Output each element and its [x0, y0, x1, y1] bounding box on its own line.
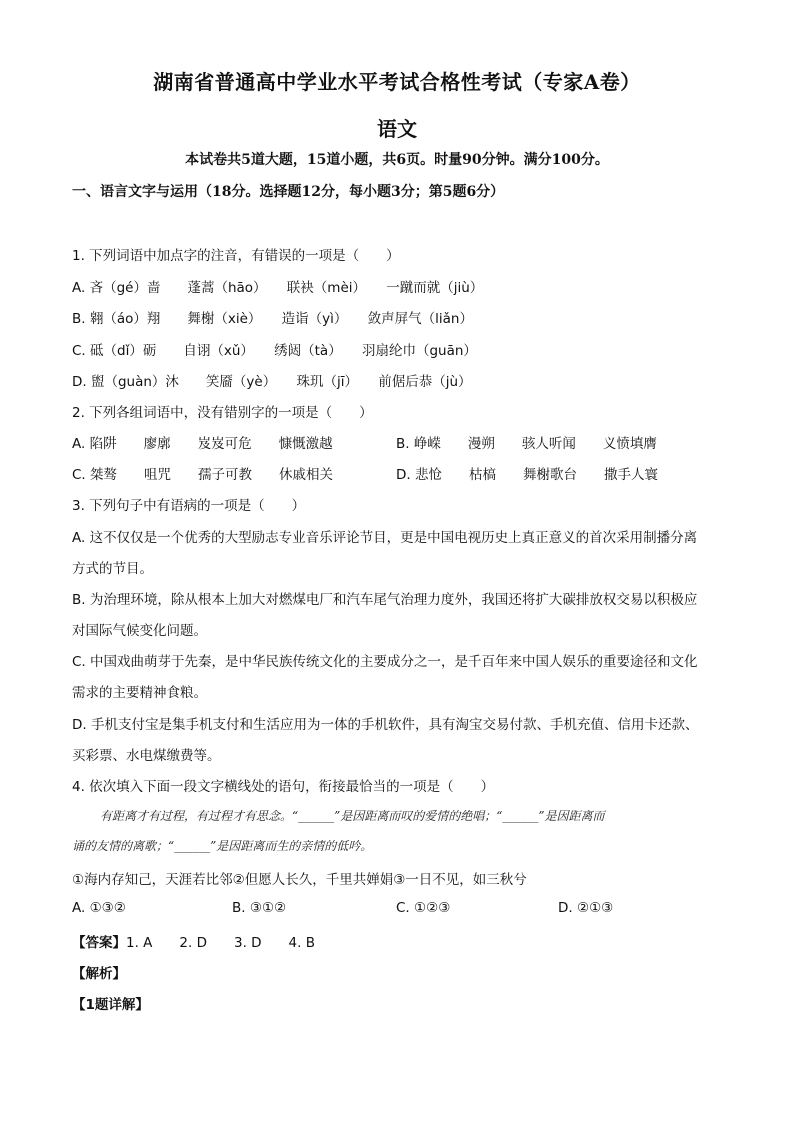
q4-option-a: A. ①③② — [72, 900, 126, 916]
q4-option-d: D. ②①③ — [558, 900, 614, 916]
analysis-label: 【解析】 — [72, 966, 126, 982]
answer-text: 1. A 2. D 3. D 4. B — [126, 935, 315, 951]
q2-option-d: D. 悲怆 枯槁 舞榭歌台 撒手人寰 — [396, 467, 658, 483]
q4-choices: ①海内存知己，天涯若比邻②但愿人长久，千里共婵娟③一日不见，如三秋兮 — [72, 872, 527, 888]
q2-stem: 2. 下列各组词语中，没有错别字的一项是（ ） — [72, 405, 373, 421]
q2-option-b: B. 峥嵘 漫朔 骇人听闻 义愤填膺 — [396, 436, 657, 452]
section-heading: 一、语言文字与运用（18分。选择题12分，每小题3分；第5题6分） — [72, 184, 505, 200]
q2-option-c: C. 桀骜 咀咒 孺子可教 休戚相关 — [72, 467, 334, 483]
subject-title: 语文 — [377, 117, 417, 141]
q1-stem: 1. 下列词语中加点字的注音，有错误的一项是（ ） — [72, 248, 400, 264]
q3-option-c-line1: C. 中国戏曲萌芽于先秦，是中华民族传统文化的主要成分之一，是千百年来中国人娱乐的重要途径和文化 — [72, 654, 698, 670]
q1-option-c: C. 砥（dǐ）砺 自诩（xǔ） 绣闼（tà） 羽扇纶巾（guān） — [72, 343, 477, 359]
q4-option-b: B. ③①② — [232, 900, 287, 916]
q3-option-a-line2: 方式的节目。 — [72, 561, 153, 577]
q3-option-b-line2: 对国际气候变化问题。 — [72, 623, 207, 639]
exam-title: 湖南省普通高中学业水平考试合格性考试（专家A卷） — [153, 70, 641, 94]
q4-option-c: C. ①②③ — [396, 900, 451, 916]
q1-option-a: A. 吝（gé）啬 蓬蒿（hāo） 联袂（mèi） 一蹴而就（jiù） — [72, 280, 484, 296]
q3-option-b-line1: B. 为治理环境，除从根本上加大对燃煤电厂和汽车尾气治理力度外，我国还将扩大碳排放权交易以积极应 — [72, 592, 698, 608]
q2-option-a: A. 陷阱 廖廓 岌岌可危 慷慨激越 — [72, 436, 333, 452]
q4-stem: 4. 依次填入下面一段文字横线处的语句，衔接最恰当的一项是（ ） — [72, 779, 495, 795]
q1-option-d: D. 盥（guàn）沐 笑靥（yè） 珠玑（jī） 前倨后恭（jù） — [72, 374, 472, 390]
q4-passage-line1: 有距离才有过程，有过程才有思念。“______”是因距离而叹的爱情的绝唱；“______”是因距离而 — [100, 809, 605, 823]
detail-label: 【1题详解】 — [72, 997, 149, 1013]
q3-option-a-line1: A. 这不仅仅是一个优秀的大型励志专业音乐评论节目，更是中国电视历史上真正意义的首次采用制播分离 — [72, 530, 698, 546]
q3-option-c-line2: 需求的主要精神食粮。 — [72, 685, 207, 701]
q3-stem: 3. 下列句子中有语病的一项是（ ） — [72, 498, 306, 514]
q4-passage-line2: 诵的友情的离歌；“______”是因距离而生的亲情的低吟。 — [72, 839, 373, 853]
q1-option-b: B. 翱（áo）翔 舞榭（xiè） 造诣（yì） 敛声屏气（liǎn） — [72, 311, 473, 327]
exam-note: 本试卷共5道大题，15道小题，共6页。时量90分钟。满分100分。 — [185, 152, 609, 168]
answer-row — [72, 931, 315, 951]
answer-label: 【答案】 — [72, 935, 126, 951]
q3-option-d-line2: 买彩票、水电煤缴费等。 — [72, 748, 221, 764]
q3-option-d-line1: D. 手机支付宝是集手机支付和生活应用为一体的手机软件，具有淘宝交易付款、手机充值、信用卡还款、 — [72, 717, 699, 733]
